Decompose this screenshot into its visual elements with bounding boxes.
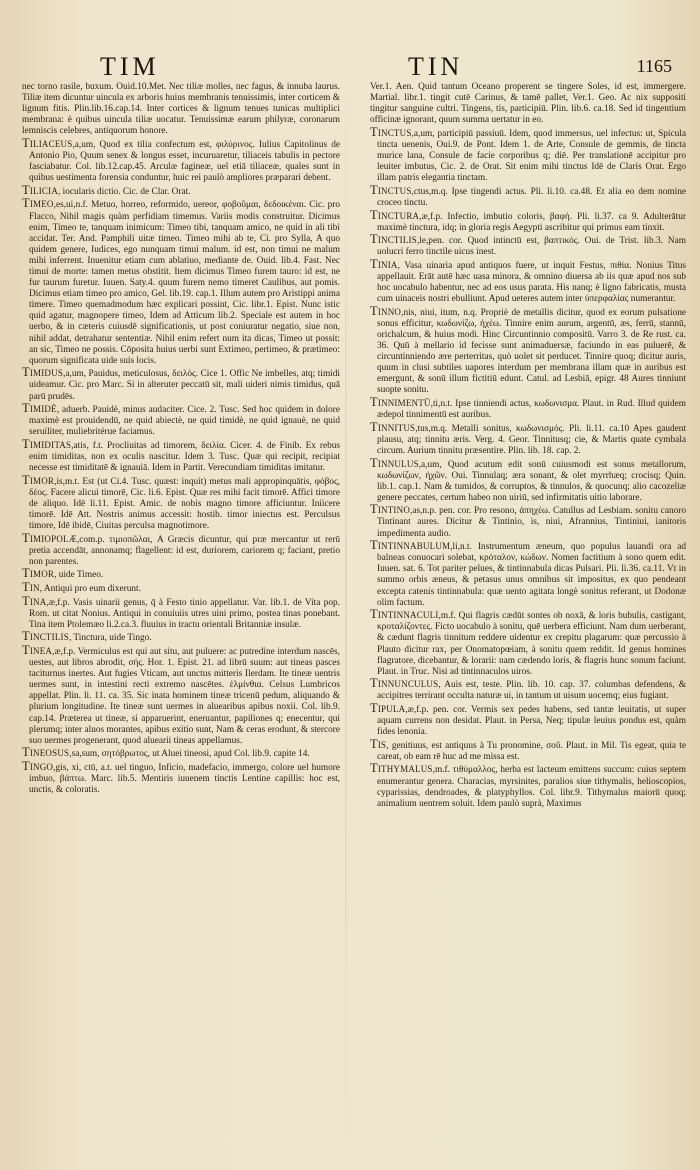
dictionary-entry [22,758,340,796]
entry-lemma: Timiditas [22,436,72,451]
dictionary-entry [370,303,686,397]
entry-lemma: Tintinnaculi [370,607,439,622]
entry-text: ,as,n.p. pen. cor. Pro resono, ἀπηχέω. Catullus ad Lesbiam. sonitu canoro Tintinant aures. Dicitur & Tintinio, is, niui, Afrannius, Tintiniui, ianitoris impedimenta audio. [377,506,686,539]
entry-text: ,a,um, participiū passiuū. Idem, quod immersus, uel infectus: ut, Spicula tincta uenenis, Oui.9. de Pont. Idem 1. de Arte, Consule de gemmis, de tincta murice lana, Consule de facie corporibus q; diē. Per translationē accipitur pro leuiter imbutus, Cic. 2. de Orat. Sit enim mihi tinctus Idē de Claris Orat. Ergo illam patris elegantia tinctam. [377,128,686,184]
dictionary-entry [370,256,686,305]
entry-lemma: Tineosus [22,745,70,760]
dictionary-entry [370,124,686,184]
entry-text: ,le,pen. cor. Quod intinctū est, βαπτικός. Oui. de Trist. lib.3. Nam uolucri ferro tinctile uicus inest. [377,236,686,258]
entry-lemma: Tin [22,580,40,595]
entry-lemma: Timor [22,566,55,581]
right-headword: TIN [408,52,464,81]
dictionary-entry [22,645,340,747]
entry-text: , Auis est, teste. Plin. lib. 10. cap. 37. columbas defendens, & accipitres terrirant occulta naturæ ui, in tantum ut uisum uocemq; eius fugiant. [377,680,686,702]
entry-lemma: Tinnimentū [370,395,431,410]
dictionary-entry [370,678,686,702]
entry-lemma: Tinnunculus [370,676,439,691]
dictionary-entry [22,530,340,568]
dictionary-entry [22,436,340,474]
entry-lemma: Tintino [370,502,411,517]
entry-text: , iocularis dictio. Cic. de Clar. Orat. [58,186,191,197]
entry-lemma: Tipula [370,700,406,715]
entry-text: Ver.1. Aen. Quid tantum Oceano properent se tingere Soles, id est, immergere. Martial. libr.1. tingit cutē Carinus, & tamē pallet, Ver.1. Geo. Ac nix suppositi tingitur sanguine cultri. Tingens, tis, participiū. Plin. lib.6. ca.18. Sed id tingentium officinæ ignorant, quum summa uertatur in eo. [370,82,686,126]
entry-text: , uide Timeo. [54,570,104,581]
dictionary-entry [370,182,686,209]
entry-lemma: Tina [22,593,47,608]
entry-text: ,tus,m.q. Metalli sonitus, κωδωνισμός. Pli. li.11. ca.10 Apes gaudent plausu, atq; tinnitu æris. Verg. 4. Geor. Tinnitusq; cie, & Martis quate cymbala circum. Aurium tinnitu præsentire. Plin. lib. 18. cap. 2. [377,423,686,456]
entry-text: ,com.p. τιμιοπῶλαι, A Græcis dicuntur, qui præ mercantur ut rerū pretia accendāt, annonamq; flagellent: id est, duriorem, cariorem q; faciant, pretio non parentes. [29,534,340,567]
entry-text: ,is,m.t. Est (ut Ci.4. Tusc. quæst: inquit) metus mali appropinquātis, φόβος, δέος. Facere alicui timorē, Cic. li.6. Epist. Quæ res mihi facit timorē. Affici timore de aliquo. Idē li.11. Epist. Amic. de nobis magno timore afficiuntur. Iniicere timorē. Idē Att. Nostris animus accessit: hostib. timor iniectus est. Perculsus timore, Idē ibidē, Ciuitas perculsa magnotimore. [29,476,340,532]
entry-text: , Antiqui pro eum dixerunt. [39,584,141,595]
dictionary-entry [370,540,686,609]
dictionary-entry [370,397,686,421]
entry-text: ,ctus,m.q. Ipse tingendi actus. Pli. li.10. ca.48. Et alia eo dem nomine croceo tinctu. [377,186,686,208]
entry-text: ,a,um, Quod acutum edit sonū cuiusmodi est sonus metallorum, κωδωνίζων, ἠχῶν. Oui. Tinnulaq; æra sonant, & olet myrrhæq; crocisq; Quin. lib.1. cap.1. Nam & tumidos, & corruptos, & tinnulos, & quocunq; alio cacozeliæ genere peccates, certum habeo non uiriū, sed infirmitatis uitio laborare. [377,459,686,503]
entry-text: ,m.f. τιθύμαλλος, herba est lacteum emittens succum: cuius septem enumerantur genera. Characias, myrsinites, paralios siue tithymalis, helioscopios, cyparissias, dendroades, & platyphyllos. Col. libr.9. Tithymalus maiorū quoq; animalium uentrem soluit. Idem paulò suprà, Maximus [377,765,686,809]
entry-lemma: Tinea [22,643,53,657]
dictionary-entry [370,455,686,504]
entry-lemma: Tinctilis [370,232,417,247]
entry-lemma: Tinctilis [22,629,69,644]
dictionary-entry [22,135,340,184]
dictionary-entry [370,736,686,763]
dictionary-entry [22,568,340,581]
entry-text: ,gis, xi, ctū, a.t. uel tinguo, Inficio, madefacio, immergo, colore uel humore imbuo, βάπτω. Marc. lib.5. Mentiris iuuenem tinctis Lentine capillis: hoc est, unctis, & coloratis. [29,762,340,796]
column-gutter [345,70,347,1160]
entry-lemma: Timeo [22,196,54,211]
entry-lemma: Tinctus [370,124,412,139]
entry-lemma: Tintinnabulum [370,538,451,553]
dictionary-entry [22,198,340,366]
entry-text: ,æ,f.p. Vasis uinarii genus, q̄ à Festo tinio appellatur. Var. lib.1. de Vita pop. Rom. ut citat Nonius. Antiqui in conuiuiis utres uini primo, postea tinas ponebant. Tina item Ptolemæo li.2.ca.3. fluuius in tractu orientali Britanniæ insulæ. [29,597,340,630]
dictionary-entry [370,207,686,234]
entry-text: nec torno rasile, buxum. Ouid.10.Met. Nec tiliæ molles, nec fagus, & innuba laurus. Tiliæ item dicuntur uincula ex arboris huius membranis tenuissimis, inter corticem & lignum fitis. Plin.lib.16.cap.14. Inter cortices & lignum tenues tunicas multiplici membrana: è quibus uincula tiliæ uocatur. Tenuissimæ earum philyræ, coronarum lemniscis celebres, antiquorum honore. [22,82,340,137]
dictionary-entry [370,234,686,258]
dictionary-entry [370,82,686,126]
entry-lemma: Tithymalus [370,761,433,776]
entry-lemma: Tinia [370,256,398,271]
entry-lemma: Timiopolæ [22,530,77,545]
dictionary-entry [22,593,340,631]
dictionary-entry [22,367,340,402]
dictionary-entry [370,504,686,539]
entry-lemma: Tinctus [370,182,412,197]
dictionary-entry [370,763,686,809]
dictionary-entry [22,631,340,644]
entry-lemma: Tinno [370,303,402,318]
entry-lemma: Tinnulus [370,455,419,470]
entry-lemma: Tiliaceus [22,135,73,150]
entry-text: , Vasa uinaria apud antiquos fuere, ut inquit Festus, πιθία. Nonius Titus appellauit. Erāt autē hæc uasa minora, & omnino diuersa ab iis quæ apud nos sub hoc uocabulo habentur, nec ad eos usus parata. His nanq; è ligno fabricatis, musta cum uinaceis nostri ebulliunt. Apud ueteres autem inter ὑπερφαλίας numerantur. [377,260,686,305]
entry-lemma: Tingo [22,758,54,773]
dictionary-entry [22,82,340,137]
entry-text: , Tinctura, uide Tingo. [68,633,152,644]
entry-text: ,æ,f.p. pen. cor. Vermis sex pedes habens, sed tantæ leuitatis, ut super aquam currens non desidat. Plaut. in Persa, Neq; tipulæ leuius pondus est, quàm fides lenonia. [377,704,686,738]
entry-text: ,a,um, Quod ex tilia confectum est, φιλύρινος. Iulius Capitolinus de Antonio Pio, Quum senex & longus esset, incuruaretur, tiliaceis tabulis in pectore fasciabatur. Col. lib.12.cap.45. Arculæ fagineæ, uel etiā tiliaceæ, quales sunt in quibus uestimenta forensia conduntur, huic rei paulò ampliores præparari debent. [29,139,340,184]
dictionary-entry [22,582,340,595]
right-column [370,82,686,1162]
entry-text: ,nis, niui, itum, n.q. Propriè de metallis dicitur, quod ex eorum pulsatione sonus efficitur, κωδωνίζω, ἠχέω. Tinnire enim aurum, argentū, æs, ferrū, stannū, orichalcum, & huius modi. Hinc Circuntinnio compositū. Varro 3. de Re rust. ca. 36. Quū à mellario id fecisse sunt animaduersæ, faciundo in eas puluerē, & circuntinniendo ære perterritas, quò uolet sit perducet. Tinnire quoq; dicitur auris, quum in clusi subtiles uapores interdum per membrana illam quæ in auribus est emergunt, & sonū illum fictitiū edunt. Catul. ad Lesbiā, epigr. 48 Aures tinniunt suopte sonitu. [377,307,686,396]
entry-lemma: Tinctura [370,207,420,222]
page-number: 1165 [636,56,672,76]
dictionary-entry [370,609,686,678]
entry-lemma: Timidus [22,365,64,380]
left-headword: TIM [100,52,160,81]
left-column [22,82,340,1162]
entry-text: ,li,n.t. Instrumentum æneum, quo populus lauandi ora ad balneas conuocari solebat, κρόταλον, κώδων. Nomen factitium à sono quem edit. Iuuen. sat. 6. Tot pariter pelues, & tintinnabula dicas Pulsari. Pli. li.36. ca.11. Vt in summo orbis æneus, & petasus unus omnibus sit impositus, ex quo pendeant excepta catenis tintinnabula: quæ uento agitata longè sonitus referant, ut Dodonæ olim factum. [377,542,686,608]
dictionary-entry [22,403,340,438]
entry-text: ,ti,n.t. Ipse tinniendi actus, κωδωνισμα. Plaut. in Rud. Illud quidem ædepol tinnimentū est auribus. [377,399,686,421]
entry-text: ,atis, f.t. Procliuitas ad timorem, δειλία. Cicer. 4. de Finib. Ex rebus enim timiditas, non ex oculis nascitur. Idem 3. Tusc. Quæ qui recipit, recipiat necesse est timiditatē & ignauiā. Idem in Partit. Verecundiam timiditas imitatur. [29,440,340,474]
entry-text: , aduerb. Pauidè, minus audaciter. Cice. 2. Tusc. Sed hoc quidem in dolore maximè est prouidendū, ne quid abiectè, ne quid timidè, ne quid ignauè, ne quid seruiliter, muliebritérue faciamus. [29,405,340,438]
entry-text: ,sa,sum, σητόβρωτος, ut Aluei tineosi, apud Col. lib.9. capite 14. [69,749,310,760]
entry-lemma: Tis [370,736,387,751]
entry-text: ,a,um, Pauidus, meticulosus, δειλός. Cice 1. Offic Ne imbelles, atq; timidi uideamur. Cic. pro Marc. Si in alteruter peccatū sit, mali uideri nimis timidus, quā parū prudēs. [29,369,340,402]
entry-lemma: Timidè [22,401,57,416]
entry-text: , genitiuus, est antiquus à Tu pronomine, σοῦ. Plaut. in Mil. Tis egeat, quia te careat, ob eam rē huc ad me missa est. [377,740,686,762]
dictionary-entry [22,182,340,198]
entry-text: ,æ,f.p. Infectio, imbutio coloris, βαφή. Pli. li.37. ca 9. Adulterātur maximè tinctura, idq; in gloria regis Aegypti ascribitur qui primus eam tinxit. [377,211,686,233]
dictionary-entry [370,700,686,738]
entry-lemma: Timor [22,472,55,487]
dictionary-entry [370,419,686,457]
entry-text: ,æ,f.p. Vermiculus est qui aut situ, aut puluere: ac putredine interdum nascēs, uestes, aut libros abrodit, σής. Hor. 1. Epist. 21. ad librū suum: aut tineas pasces taciturnus inertes. Aut fugies Vticam, aut unctus mitteris Ilerdam. Ite tineæ uentris uermes sunt, in intestini recti extremo nascētes. ἑλμίνθια. Celsus Lumbricos appellat. Plin. li. 11. ca. 35. Sic inata hominem tineæ tricenū pedum, aliquando & plurium longitudine. Ite tineæ sunt uermes in aluearibus apibus noxii. Col. lib.9. cap.14. Præterea ut tineæ, si apparuerint, eneruantur, papiliones q; enecentur, qui plerumq; inter aluos morantes, apibus exitio sunt, Nam & ceras erodunt, & stercore suo uermes progenerant, quod aluearii tineas appellamus. [29,647,340,746]
dictionary-entry [22,472,340,532]
entry-text: ,es,ui,n.f. Metuo, horreo, reformido, uereor, φοβοῦμαι, δεδοικέναι. Cic. pro Flacco, Nihil magis quàm perfidiam timemus. Variis modis construitur. Dicimus enim, Timeo te, tanquam inimicum: Timeo tibi, tanquam amico, ne quid in ali tibi accidat. Ter. And. Pamphili uitæ timeo. Timeo mihi ab te, Ci. pro Sylla, A quo quidem genere, Iudices, ego nunquam timui malum. id est, non timui ne malum mihi inferrent. Inuenitur etiam cum ablatiuo, mediante de. Ouid. lib.4. Fast. Nec timui de morte: tamen metus obstitit. Item dicimus Timeo furem tauro: id est, ne fur taurum furetur. Iuuen. Saty.4. quum furem nemo timeret Caulibus, aut pomis. Dicimus etiam timeo pro amico, Gel. lib.19. cap.1. Illum autem pro Aristippi anima timere. Timeo quemadmodum hæc explicari possint, Cic. libr.1. Epist. Nunc istic quid agatur, magnopere timeo, Idem ad Atticum lib.2. Speciale est autem in hoc uerbo, & in cæteris cuiusdē significationis, ut post coniuratur negatio, siue non, nihil addat, detrahatur sententiæ. Nihil enim refert num ita dicas, Timeo ut possit: an sic, Timeo ne possis. Cōposita huius uerbi sunt Extimeo, pertimeo, & prætimeo: quorum significata uide suis locis. [29,200,340,366]
entry-lemma: Tinnitus [370,419,416,434]
entry-text: ,m.f. Qui flagris cædūt sontes ob noxā, & loris bubulis, castigant, κροταλίζοντες. Ficto uocabulo à sonitu, quē uerbera efficiunt. Nam dum uerberant, & cædunt flagris tinnitum reddere uidentur ex crepitu plagarum: quæ percussio à Plauto dicitur rax, per Onomatopœiam, à sonitu quem reddit. Id genus homines flagratore, dicebantur, & lorarii: nam cædendo loris, & flagris hunc sonum faciunt. Plaut. in Truc. Nisi ad tintinnaculos uiros. [377,611,686,677]
dictionary-entry [22,747,340,760]
entry-lemma: Tilicia [22,182,59,197]
